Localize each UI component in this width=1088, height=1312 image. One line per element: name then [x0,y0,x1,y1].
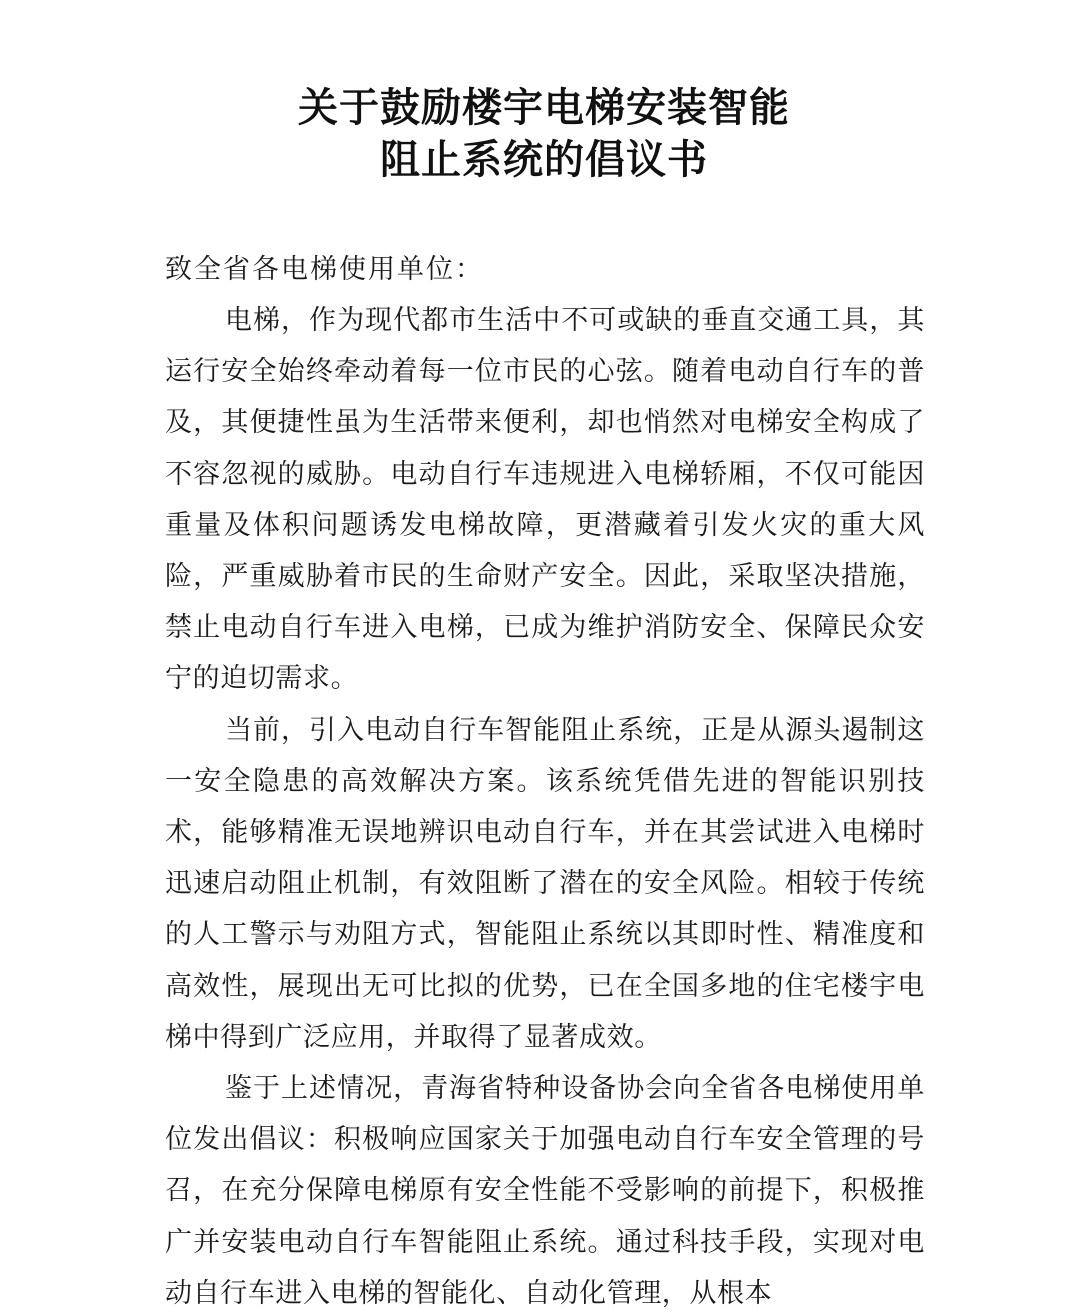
document-body [165,244,925,1312]
paragraph: 当前，引入电动自行车智能阻止系统，正是从源头遏制这一安全隐患的高效解决方案。该系统凭借先进的智能识别技术，能够精准无误地辨识电动自行车，并在其尝试进入电梯时迅速启动阻止机制，有效阻断了潜在的安全风险。相较于传统的人工警示与劝阻方式，智能阻止系统以其即时性、精准度和高效性，展现出无可比拟的优势，已在全国多地的住宅楼宇电梯中得到广泛应用，并取得了显著成效。 [165,714,925,1053]
paragraph: 鉴于上述情况，青海省特种设备协会向全省各电梯使用单位发出倡议：积极响应国家关于加强电动自行车安全管理的号召，在充分保障电梯原有安全性能不受影响的前提下，积极推广并安装电动自行车智能阻止系统。通过科技手段，实现对电动自行车进入电梯的智能化、自动化管理，从根本 [165,1073,925,1309]
paragraph: 电梯，作为现代都市生活中不可或缺的垂直交通工具，其运行安全始终牵动着每一位市民的心弦。随着电动自行车的普及，其便捷性虽为生活带来便利，却也悄然对电梯安全构成了不容忽视的威胁。电动自行车违规进入电梯轿厢，不仅可能因重量及体积问题诱发电梯故障，更潜藏着引发火灾的重大风险，严重威胁着市民的生命财产安全。因此，采取坚决措施，禁止电动自行车进入电梯，已成为维护消防安全、保障民众安宁的迫切需求。 [165,305,925,695]
document-title-line-1: 关于鼓励楼宇电梯安装智能 [298,84,790,131]
salutation: 致全省各电梯使用单位： [165,254,484,285]
document-title-line-2: 阻止系统的倡议书 [380,136,708,183]
